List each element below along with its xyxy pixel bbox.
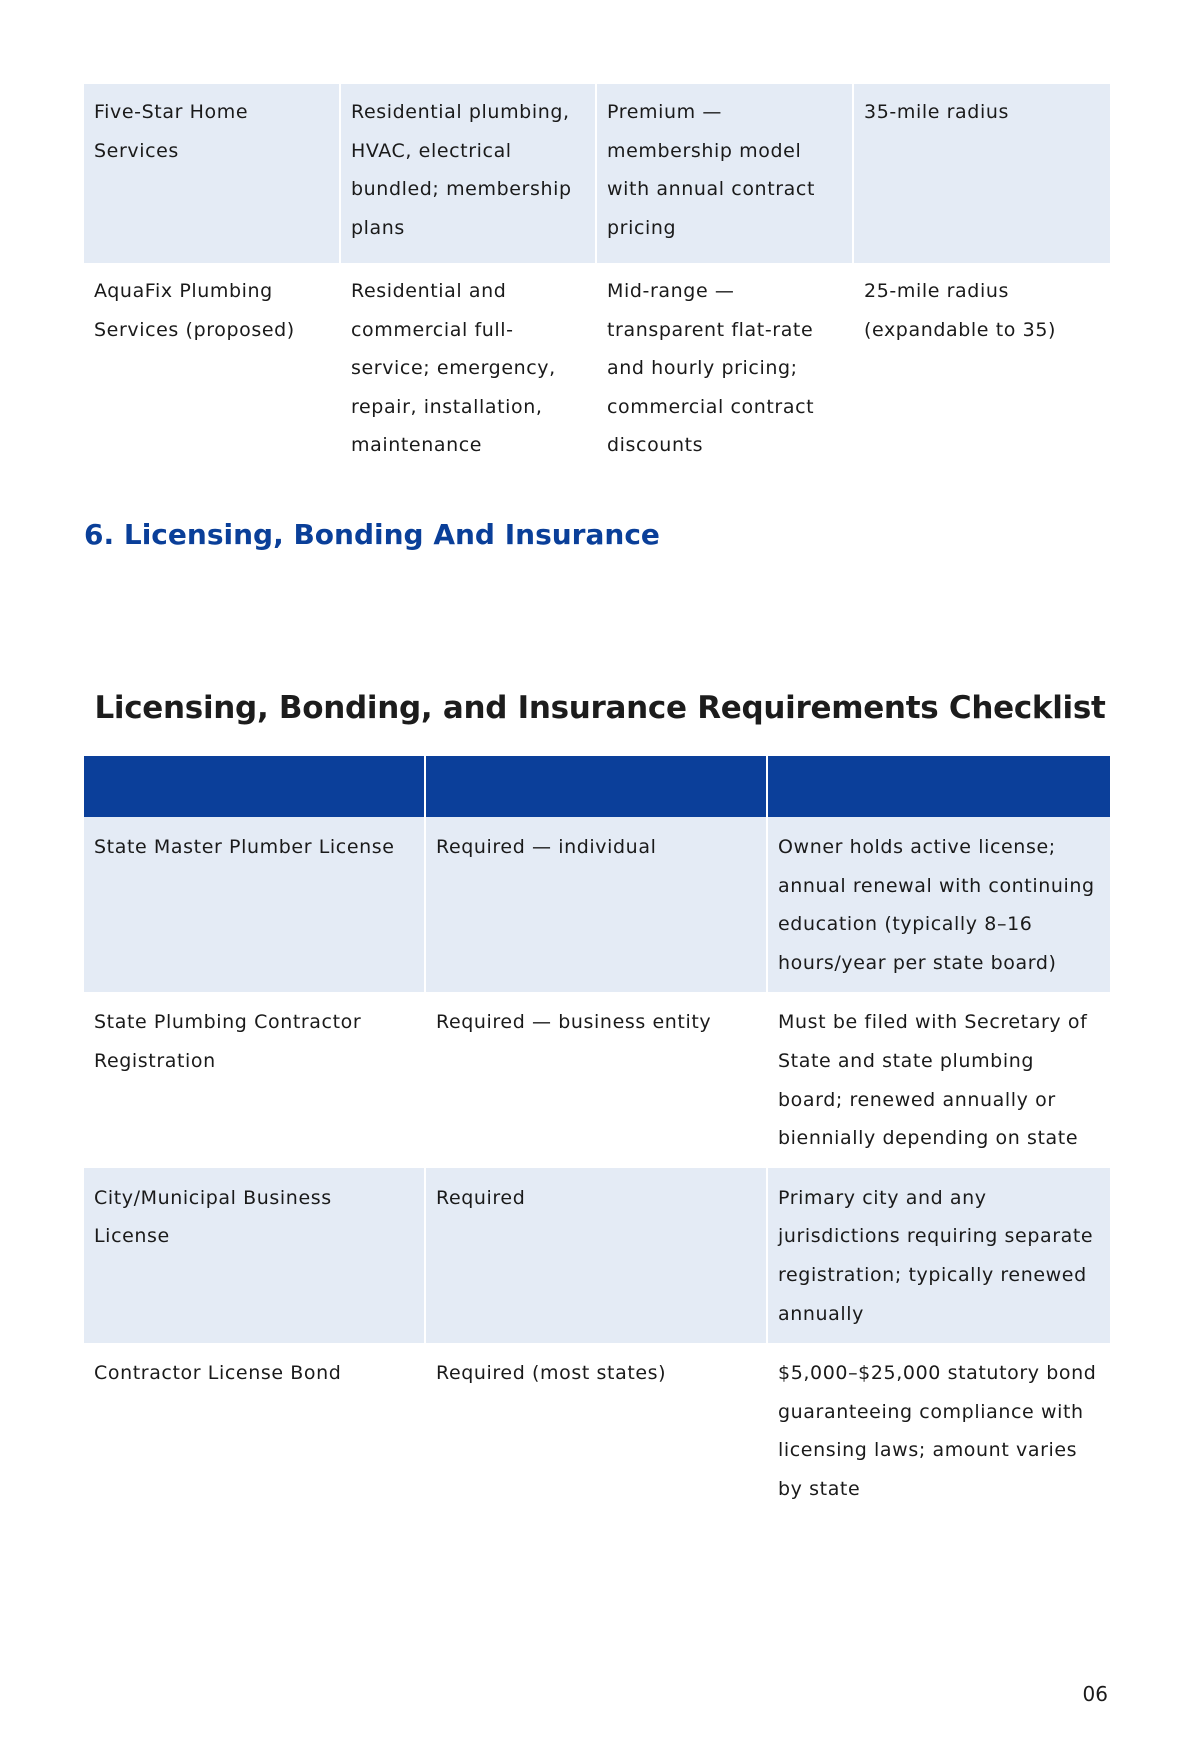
requirement-status-cell: Required — individual — [425, 817, 767, 992]
table-row — [84, 263, 1110, 481]
table-row — [84, 1168, 1110, 1343]
requirement-item-cell: Contractor License Bond — [84, 1343, 425, 1518]
competitor-coverage-cell: 25-mile radius (expandable to 35) — [864, 280, 1057, 341]
table-row — [84, 1343, 1110, 1518]
table-row — [84, 992, 1110, 1167]
requirement-notes-cell: Owner holds active license; annual renewal with continuing education (typically 8–16 hours/year per state board) — [767, 817, 1110, 992]
checklist-title: Licensing, Bonding, and Insurance Requirements Checklist — [94, 690, 1106, 726]
column-header — [425, 756, 767, 817]
competitor-table — [84, 84, 1110, 481]
competitor-pricing-cell: Premium — membership model with annual contract pricing — [596, 84, 853, 263]
column-header — [767, 756, 1110, 817]
requirement-notes-cell: Primary city and any jurisdictions requiring separate registration; typically renewed annually — [767, 1168, 1110, 1343]
competitor-name-cell: Five-Star Home Services — [84, 84, 340, 263]
requirement-status-cell: Required (most states) — [425, 1343, 767, 1518]
competitor-pricing-cell: Mid-range — transparent flat-rate and hourly pricing; commercial contract discounts — [596, 263, 853, 481]
requirement-notes-cell: $5,000–$25,000 statutory bond guaranteeing compliance with licensing laws; amount varies by state — [778, 1362, 1097, 1500]
page-number: 06 — [1082, 1682, 1108, 1706]
requirement-status-cell: Required — business entity — [425, 992, 767, 1167]
table-header-row — [84, 756, 1110, 817]
requirement-status-cell: Required — [425, 1168, 767, 1343]
competitor-services-cell: Residential plumbing, HVAC, electrical bundled; membership plans — [340, 84, 596, 263]
requirement-item-cell: City/Municipal Business License — [84, 1168, 425, 1343]
checklist-table — [84, 756, 1110, 1519]
table-row — [84, 817, 1110, 992]
requirement-item-cell: State Plumbing Contractor Registration — [84, 992, 425, 1167]
table-row — [84, 84, 1110, 263]
competitor-name-cell: AquaFix Plumbing Services (proposed) — [84, 263, 340, 481]
competitor-coverage-cell: 35-mile radius — [853, 84, 1110, 263]
requirement-item-cell: State Master Plumber License — [84, 817, 425, 992]
section-heading: 6. Licensing, Bonding And Insurance — [84, 518, 660, 551]
column-header — [84, 756, 425, 817]
competitor-services-cell: Residential and commercial full-service; emergency, repair, installation, maintenance — [340, 263, 596, 481]
requirement-notes-cell: Must be filed with Secretary of State and state plumbing board; renewed annually or biennially depending on state — [778, 1011, 1088, 1150]
